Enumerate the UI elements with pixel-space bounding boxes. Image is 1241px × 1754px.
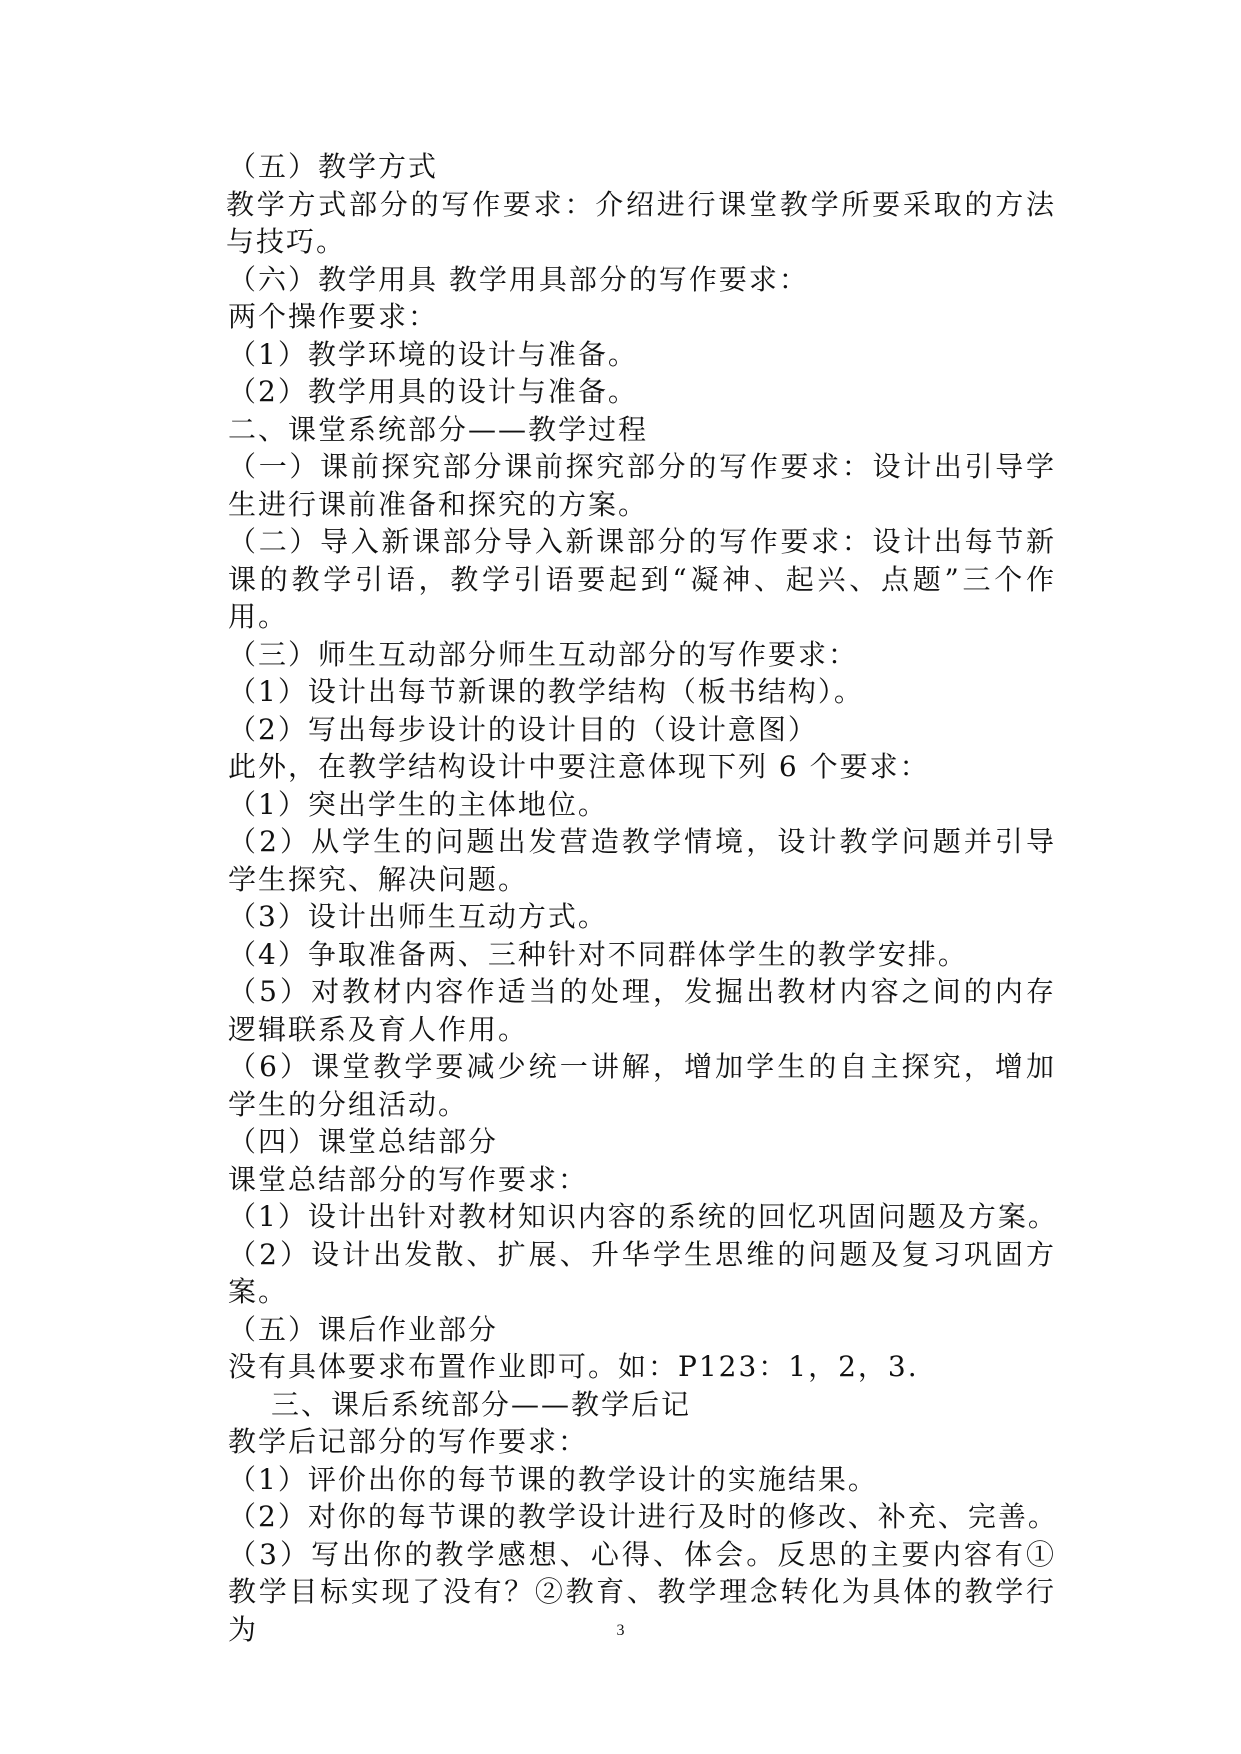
paragraph-line: （1）突出学生的主体地位。 (228, 787, 608, 821)
paragraph-line: （2）写出每步设计的设计目的（设计意图） (228, 712, 818, 746)
paragraph-line: （6）课堂教学要减少统一讲解，增加学生的自主探究，增加学生的分组活动。 (228, 1050, 1056, 1121)
paragraph-line: （五）课后作业部分 (228, 1312, 499, 1346)
paragraph-line: 两个操作要求： (228, 300, 439, 333)
paragraph-line: （3）设计出师生互动方式。 (228, 900, 608, 933)
paragraph-line: （1）教学环境的设计与准备。 (228, 337, 638, 371)
paragraph-line: （1）评价出你的每节课的教学设计的实施结果。 (228, 1462, 878, 1496)
paragraph-line: 教学方式部分的写作要求：介绍进行课堂教学所要采取的方法与技巧。 (226, 187, 1056, 258)
paragraph-line: 二、课堂系统部分——教学过程 (228, 412, 649, 446)
paragraph-line: （5）对教材内容作适当的处理，发掘出教材内容之间的内存逻辑联系及育人作用。 (228, 975, 1056, 1046)
paragraph-line: 三、课后系统部分——教学后记 (271, 1387, 692, 1421)
paragraph-line: （3）写出你的教学感想、心得、体会。反思的主要内容有①教学目标实现了没有？②教育、教学理念转化为具体的教学行为 (228, 1537, 1056, 1646)
paragraph-line: （4）争取准备两、三种针对不同群体学生的教学安排。 (228, 937, 968, 971)
paragraph-line: 此外，在教学结构设计中要注意体现下列 6 个要求： (228, 750, 930, 783)
paragraph-line: （2）对你的每节课的教学设计进行及时的修改、补充、完善。 (228, 1500, 1058, 1533)
paragraph-line: （2）从学生的问题出发营造教学情境，设计教学问题并引导学生探究、解决问题。 (228, 825, 1056, 896)
paragraph-line: （1）设计出每节新课的教学结构（板书结构）。 (228, 675, 864, 708)
paragraph-line: 课堂总结部分的写作要求： (228, 1162, 589, 1196)
paragraph-line: （2）教学用具的设计与准备。 (228, 375, 638, 408)
document-body (186, 148, 1056, 1648)
paragraph-line: （六）教学用具 教学用具部分的写作要求： (228, 262, 809, 296)
paragraph-line: （三）师生互动部分师生互动部分的写作要求： (228, 637, 859, 671)
paragraph-line: （2）设计出发散、扩展、升华学生思维的问题及复习巩固方案。 (228, 1237, 1056, 1308)
paragraph-line: 没有具体要求布置作业即可。如：P123：1，2，3. (228, 1350, 919, 1383)
paragraph-line: （四）课堂总结部分 (228, 1125, 499, 1158)
paragraph-line: （一）课前探究部分课前探究部分的写作要求：设计出引导学生进行课前准备和探究的方案。 (228, 450, 1056, 521)
page-number: 3 (616, 1622, 625, 1639)
paragraph-line: （1）设计出针对教材知识内容的系统的回忆巩固问题及方案。 (228, 1200, 1058, 1233)
paragraph-line: （二）导入新课部分导入新课部分的写作要求：设计出每节新课的教学引语，教学引语要起到“凝神、起兴、点题”三个作用。 (228, 525, 1056, 633)
paragraph-line: （五）教学方式 (228, 150, 439, 183)
paragraph-line: 教学后记部分的写作要求： (228, 1425, 589, 1458)
